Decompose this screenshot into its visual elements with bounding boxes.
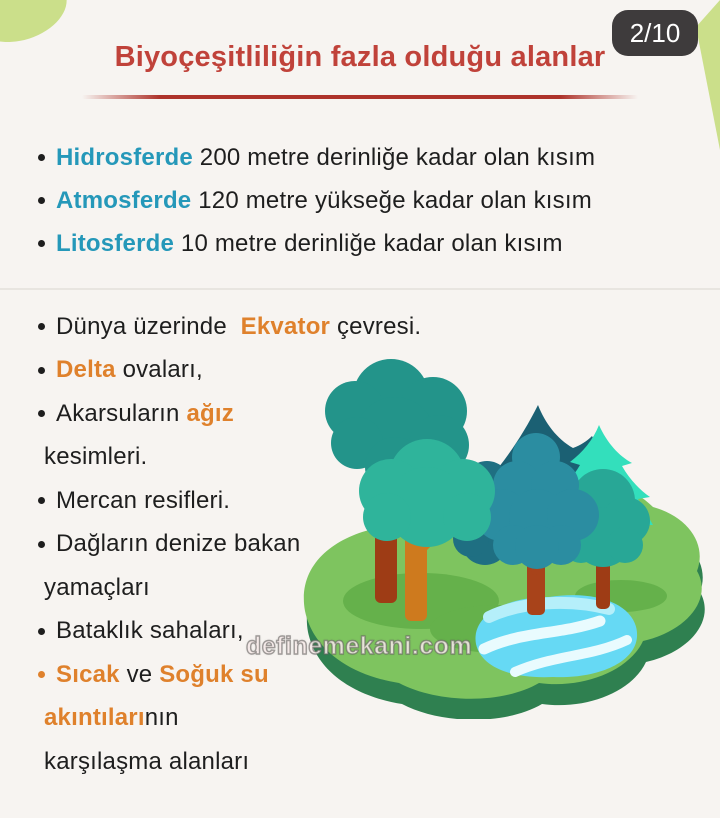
list-item-keyword: Ekvator [240,312,331,340]
list-item-text: Dağların denize bakan [56,530,301,558]
list-item-keyword: Sıcak [56,660,120,688]
list-item-text: Akarsuların [56,399,187,427]
list-item-text: Dünya üzerinde [56,312,241,340]
bullet-icon [38,367,45,374]
list-item-text: Bataklık sahaları, [56,617,244,645]
list-item-keyword: Delta [56,356,116,384]
list-item-text: 120 metre yükseğe kadar olan kısım [191,186,592,214]
list-item-text: nın [144,704,179,732]
list-item-text: Mercan resifleri. [56,486,231,514]
list-item-text: 10 metre derinliğe kadar olan kısım [174,229,563,257]
bullet-icon [38,410,45,417]
list-item-keyword: Litosferde [56,229,175,257]
list-item [30,222,595,265]
list-item-text: çevresi. [330,312,422,340]
watermark-text: definemekani.com [246,632,473,660]
bullet-icon [38,154,45,161]
page-title: Biyoçeşitliliğin fazla olduğu alanlar [114,41,606,73]
list-item-keyword: Soğuk su [159,660,269,688]
bullet-icon [38,541,45,548]
list-item-keyword: akıntıları [44,704,145,732]
corner-leaf-decoration-right [696,0,720,150]
list-item-text: ve [119,660,160,688]
page-indicator-label: 2/10 [629,17,681,48]
spheres-list [30,136,595,265]
list-item-keyword: Atmosferde [56,186,192,214]
list-item-keyword: ağız [186,399,234,427]
list-item [30,179,595,222]
bullet-icon [38,323,45,330]
bullet-icon [38,497,45,504]
list-item [30,305,450,349]
bullet-icon [38,628,45,635]
list-item [30,136,595,179]
list-item-keyword: Hidrosferde [56,143,193,171]
bullet-icon [38,671,45,678]
bullet-icon [38,197,45,204]
list-item-continuation [30,740,450,784]
forest-island-illustration [291,349,720,719]
list-item-text: ovaları, [115,356,203,384]
list-item-text: karşılaşma alanları [44,747,250,775]
bullet-icon [38,240,45,247]
list-item-text: yamaçları [44,573,150,601]
list-item-text: 200 metre derinliğe kadar olan kısım [192,143,596,171]
title-divider-line [82,95,638,99]
section-divider-line [0,288,720,290]
list-item-text: kesimleri. [44,443,148,471]
